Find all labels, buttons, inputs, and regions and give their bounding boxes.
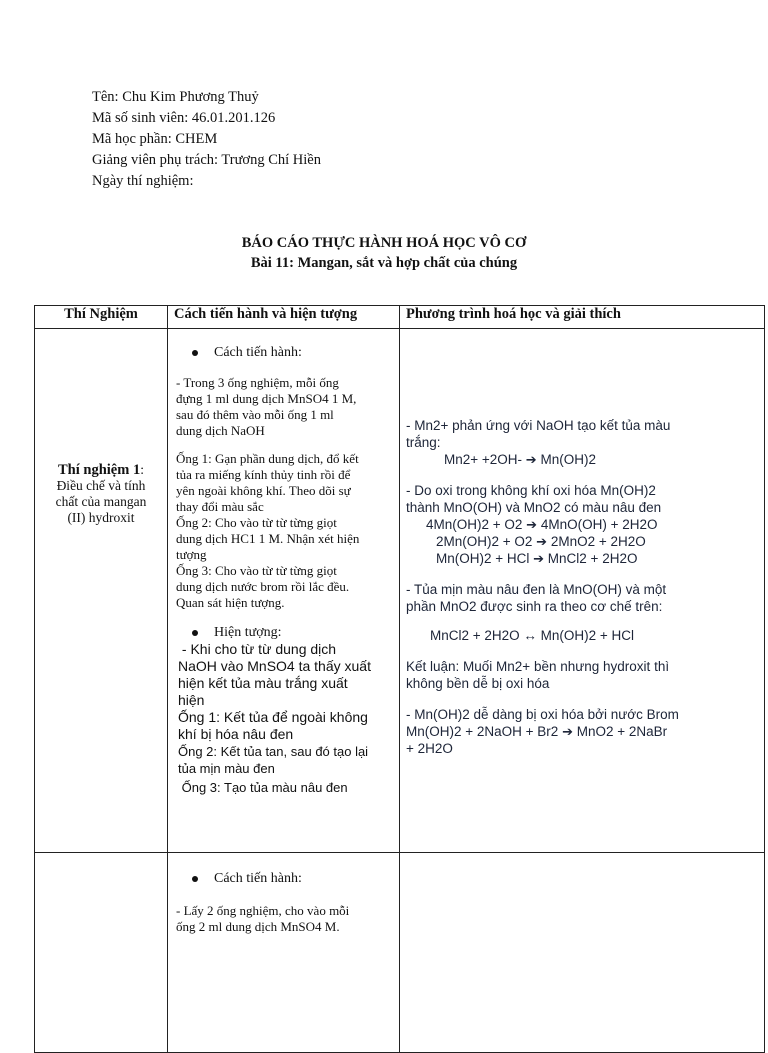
procedure-cell [168,329,400,853]
experiment-date: Ngày thí nghiệm: [92,173,194,189]
procedure-heading: Cách tiến hành: [192,871,399,887]
procedure-cell [168,853,400,1053]
arrow-icon: ➔ [526,517,538,532]
arrow-icon: ➔ [536,534,548,549]
student-info [92,87,321,192]
phenomena-text: - Khi cho từ từ dung dịch NaOH vào MnSO4 ta thấy xuất hiện kết tủa màu trắng xuất hiện Ống 1: Kết tủa để ngoài không khí bị hóa nâu đen Ống 2: Kết tủa tan, sau đó tạo lại tủa mịn màu đen Ống 3: Tạo tủa màu nâu đen [178,641,371,795]
explanation-cell [400,329,765,853]
experiment-name: Thí nghiệm 1: Điều chế và tính chất của mangan (II) hydroxit [55,462,147,525]
table-row [35,853,765,1053]
arrow-icon: ➔ [562,724,573,739]
report-subtitle: Bài 11: Mangan, sắt và hợp chất của chúng [250,255,518,271]
procedure-text: - Trong 3 ống nghiệm, mỗi ống đựng 1 ml dung dịch MnSO4 1 M, sau đó thêm vào mỗi ống 1 ml dung dịch NaOH Ống 1: Gạn phần dung dịch, đổ kết tủa ra miếng kính thủy tinh rồi để yên ngoài không khí. Theo dõi sự thay đổi màu sắc Ống 2: Cho vào từ từ từng giọt dung dịch HC1 1 M. Nhận xét hiện tượng Ống 3: Cho vào từ từ từng giọt dung dịch nước brom rồi lắc đều. Quan sát hiện tượng. [176,375,360,610]
explanation-text: - Mn2+ phản ứng với NaOH tạo kết tủa màu trắng: Mn2+ +2OH- ➔ Mn(OH)2 - Do oxi trong không khí oxi hóa Mn(OH)2 thành MnO(OH) và MnO2 có màu nâu đen 4Mn(OH)2 + O2 ➔ 4MnO(OH) + 2H2O 2Mn(OH)2 + O2 ➔ 2MnO2 + 2H2O Mn(OH)2 + HCl ➔ MnCl2 + 2H2O - Tủa mịn màu nâu đen là MnO(OH) và một phần MnO2 được sinh ra theo cơ chế trên: MnCl2 + 2H2O ↔ Mn(OH)2 + HCl Kết luận: Muối Mn2+ bền nhưng hydroxit thì không bền dễ bị oxi hóa - Mn(OH)2 dễ dàng bị oxi hóa bởi nước Brom Mn(OH)2 + 2NaOH + Br2 ➔ MnO2 + 2NaBr + 2H2O [406,418,679,756]
procedure-heading: Cách tiến hành: [192,345,399,361]
bullet-icon [192,350,198,356]
report-title: BÁO CÁO THỰC HÀNH HOÁ HỌC VÔ CƠ [241,235,527,251]
arrow-icon: ➔ [533,551,545,566]
table-header-row [35,306,765,329]
experiment-cell [35,853,168,1053]
course-code: Mã học phần: CHEM [92,131,218,147]
student-id: Mã số sinh viên: 46.01.201.126 [92,110,276,126]
experiment-cell [35,329,168,853]
student-name: Tên: Chu Kim Phương Thuỷ [92,89,259,105]
experiment-title: Thí nghiệm 1 [58,462,141,478]
header-experiment: Thí Nghiệm [35,306,168,329]
procedure-text: - Lấy 2 ống nghiệm, cho vào mỗi ống 2 ml dung dịch MnSO4 M. [176,903,350,934]
lecturer: Giảng viên phụ trách: Trương Chí Hiền [92,152,321,168]
explanation-cell [400,853,765,1053]
header-explanation: Phương trình hoá học và giải thích [400,306,765,329]
report-titles [0,233,768,273]
arrow-icon: ➔ [525,452,537,467]
report-table [34,305,765,1053]
phenomena-heading: Hiện tượng: [192,625,399,641]
header-procedure: Cách tiến hành và hiện tượng [168,306,400,329]
table-row [35,329,765,853]
bullet-icon [192,630,198,636]
bullet-icon [192,876,198,882]
